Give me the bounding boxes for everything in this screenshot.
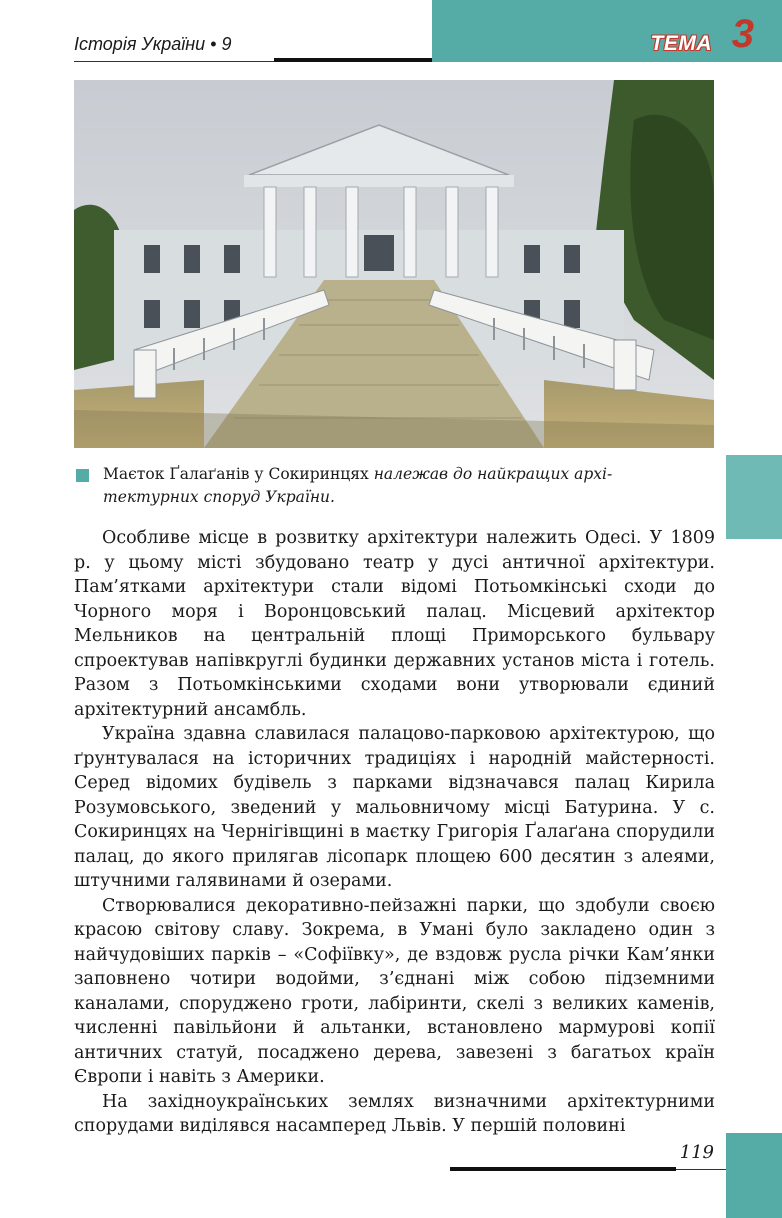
topic-label: ТЕМА — [650, 32, 712, 55]
topic-number: 3 — [731, 12, 754, 56]
header-rule-thick — [274, 58, 442, 62]
paragraph: Створювалися декоративно-пейзажні парки, що здобули своєю красою світову славу. Зокрема, в Умані було закладено один з найчудовіших парків – «Софіївку», де вздовж русла річки Кам’янки заповнено чотири водойми, з’єднані між собою підземними каналами, споруджено гроти, лабіринти, скелі з великих каменів, численні павільйони й альтанки, встановлено мармурові копії античних статуй, посаджено дерева, завезені з багатьох країн Європи і навіть з Америки. — [74, 895, 715, 1087]
book-title: Історія України • 9 — [74, 34, 232, 54]
paragraph: Україна здавна славилася палацово-парковою архітектурою, що ґрунтувалася на історичних традиціях і народній майстерності. Серед відомих будівель з парками відзначався палац Кирила Розумовського, зведений у мальовничому місці Батурина. У с. Сокиринцях на Чернігівщині в маєтку Григорія Ґалаґана спорудили палац, до якого прилягав лісопарк площею 600 десятин з алеями, штучними галявинами й озерами. — [74, 724, 715, 891]
caption-italic: належав до найкращих архі-тектурних споруд України. — [103, 465, 613, 506]
body-text — [74, 526, 715, 1139]
manor-photo — [74, 80, 714, 448]
side-tab-bottom — [726, 1133, 782, 1218]
caption-marker — [76, 469, 89, 482]
paragraph: Особливе місце в розвитку архітектури належить Одесі. У 1809 р. у цьому місті збудовано театр у дусі античної архітектури. Пам’ятками архітектури стали відомі Потьомкінські сходи до Чорного моря і Воронцовський палац. Місцевий архітектор Мельников на центральній площі Приморського бульвару спроектував напівкруглі будинки державних установ міста і готель. Разом з Потьомкінськими сходами вони утворювали єдиний архітектурний ансамбль. — [74, 528, 715, 720]
page-number: 119 — [679, 1142, 714, 1163]
side-tab-band — [726, 455, 782, 539]
topic-banner — [432, 0, 782, 62]
footer-rule-thick — [450, 1167, 676, 1171]
figure-caption — [103, 463, 703, 509]
footer-rule-thin — [676, 1169, 726, 1170]
caption-plain: Маєток Ґалаґанів у Сокиринцях — [103, 465, 374, 483]
header-rule-thin — [74, 61, 274, 62]
paragraph: На західноукраїнських землях визначними архітектурними спорудами виділявся насамперед Львів. У першій половині — [74, 1091, 715, 1136]
